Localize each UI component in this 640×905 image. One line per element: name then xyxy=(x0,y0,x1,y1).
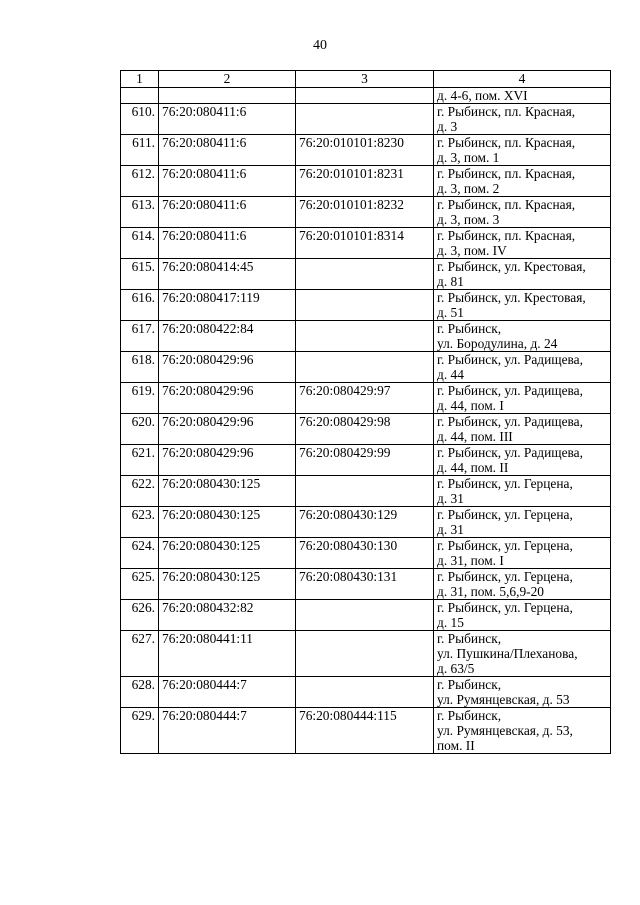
table-row xyxy=(121,290,611,321)
address-line: ул. Пушкина/Плеханова, xyxy=(437,646,578,661)
row-number-cell: 622. xyxy=(121,476,159,507)
object-cadastral-number-cell: 76:20:010101:8314 xyxy=(296,228,434,259)
object-cadastral-number-cell xyxy=(296,104,434,135)
address-line: г. Рыбинск, ул. Герцена, xyxy=(437,476,573,491)
address-cell xyxy=(434,383,611,414)
address-line: г. Рыбинск, пл. Красная, xyxy=(437,135,576,150)
address-line: г. Рыбинск, xyxy=(437,321,502,336)
address-line: д. 31, пом. 5,6,9-20 xyxy=(437,584,545,599)
address-cell xyxy=(434,228,611,259)
address-line: г. Рыбинск, пл. Красная, xyxy=(437,197,576,212)
address-cell xyxy=(434,88,611,104)
land-cadastral-number-cell: 76:20:080411:6 xyxy=(159,104,296,135)
row-number-cell: 625. xyxy=(121,569,159,600)
address-cell xyxy=(434,197,611,228)
address-line: ул. Румянцевская, д. 53 xyxy=(437,692,570,707)
object-cadastral-number-cell xyxy=(296,476,434,507)
table-row xyxy=(121,507,611,538)
row-number-cell: 611. xyxy=(121,135,159,166)
address-line: д. 3 xyxy=(437,119,458,134)
column-header-4: 4 xyxy=(434,71,611,88)
table-row xyxy=(121,228,611,259)
address-cell xyxy=(434,708,611,754)
land-cadastral-number-cell: 76:20:080429:96 xyxy=(159,352,296,383)
land-cadastral-number-cell: 76:20:080414:45 xyxy=(159,259,296,290)
column-header-2: 2 xyxy=(159,71,296,88)
address-cell xyxy=(434,631,611,677)
object-cadastral-number-cell xyxy=(296,600,434,631)
object-cadastral-number-cell xyxy=(296,88,434,104)
land-cadastral-number-cell: 76:20:080430:125 xyxy=(159,507,296,538)
table-row xyxy=(121,104,611,135)
table-row xyxy=(121,569,611,600)
address-line: д. 31 xyxy=(437,491,464,506)
row-number-cell: 619. xyxy=(121,383,159,414)
registry-table xyxy=(120,70,611,754)
address-line: г. Рыбинск, пл. Красная, xyxy=(437,104,576,119)
address-line: г. Рыбинск, ул. Крестовая, xyxy=(437,290,586,305)
table-row xyxy=(121,197,611,228)
address-cell xyxy=(434,259,611,290)
land-cadastral-number-cell: 76:20:080422:84 xyxy=(159,321,296,352)
address-line: д. 44 xyxy=(437,367,464,382)
table-row xyxy=(121,383,611,414)
address-cell xyxy=(434,569,611,600)
address-line: д. 51 xyxy=(437,305,464,320)
land-cadastral-number-cell: 76:20:080430:125 xyxy=(159,538,296,569)
table-row xyxy=(121,259,611,290)
address-line: д. 3, пом. 2 xyxy=(437,181,500,196)
table-row xyxy=(121,538,611,569)
page-number: 40 xyxy=(313,38,327,53)
address-cell xyxy=(434,414,611,445)
row-number-cell: 613. xyxy=(121,197,159,228)
address-line: ул. Румянцевская, д. 53, xyxy=(437,723,573,738)
table-row xyxy=(121,166,611,197)
address-cell xyxy=(434,166,611,197)
land-cadastral-number-cell: 76:20:080429:96 xyxy=(159,445,296,476)
table-row xyxy=(121,414,611,445)
address-line: д. 4-6, пом. XVI xyxy=(437,88,528,103)
address-cell xyxy=(434,135,611,166)
object-cadastral-number-cell: 76:20:080430:130 xyxy=(296,538,434,569)
address-cell xyxy=(434,538,611,569)
address-line: д. 3, пом. 3 xyxy=(437,212,500,227)
object-cadastral-number-cell xyxy=(296,631,434,677)
address-cell xyxy=(434,352,611,383)
address-line: г. Рыбинск, ул. Радищева, xyxy=(437,445,583,460)
table-header-row xyxy=(121,71,611,88)
table-row xyxy=(121,445,611,476)
address-line: г. Рыбинск, ул. Герцена, xyxy=(437,507,573,522)
address-line: г. Рыбинск, ул. Герцена, xyxy=(437,538,573,553)
address-line: пом. II xyxy=(437,738,475,753)
land-cadastral-number-cell: 76:20:080411:6 xyxy=(159,135,296,166)
row-number-cell: 615. xyxy=(121,259,159,290)
address-line: ул. Бородулина, д. 24 xyxy=(437,336,558,351)
object-cadastral-number-cell xyxy=(296,352,434,383)
object-cadastral-number-cell: 76:20:080430:131 xyxy=(296,569,434,600)
row-number-cell: 618. xyxy=(121,352,159,383)
row-number-cell: 629. xyxy=(121,708,159,754)
address-cell xyxy=(434,290,611,321)
object-cadastral-number-cell: 76:20:080429:99 xyxy=(296,445,434,476)
address-line: д. 31 xyxy=(437,522,464,537)
address-line: д. 3, пом. IV xyxy=(437,243,507,258)
land-cadastral-number-cell xyxy=(159,88,296,104)
row-number-cell: 627. xyxy=(121,631,159,677)
object-cadastral-number-cell xyxy=(296,259,434,290)
table-row xyxy=(121,677,611,708)
address-line: д. 31, пом. I xyxy=(437,553,504,568)
land-cadastral-number-cell: 76:20:080417:119 xyxy=(159,290,296,321)
address-cell xyxy=(434,476,611,507)
table-row xyxy=(121,600,611,631)
address-cell xyxy=(434,600,611,631)
object-cadastral-number-cell xyxy=(296,290,434,321)
row-number-cell: 621. xyxy=(121,445,159,476)
table-row xyxy=(121,631,611,677)
object-cadastral-number-cell: 76:20:010101:8231 xyxy=(296,166,434,197)
row-number-cell: 616. xyxy=(121,290,159,321)
table-row xyxy=(121,135,611,166)
table-row xyxy=(121,352,611,383)
address-line: д. 44, пом. I xyxy=(437,398,504,413)
address-cell xyxy=(434,507,611,538)
land-cadastral-number-cell: 76:20:080429:96 xyxy=(159,414,296,445)
table-row xyxy=(121,321,611,352)
address-line: г. Рыбинск, ул. Радищева, xyxy=(437,414,583,429)
address-line: г. Рыбинск, пл. Красная, xyxy=(437,166,576,181)
row-number-cell: 610. xyxy=(121,104,159,135)
table-row xyxy=(121,88,611,104)
row-number-cell: 624. xyxy=(121,538,159,569)
column-header-3: 3 xyxy=(296,71,434,88)
address-line: г. Рыбинск, ул. Крестовая, xyxy=(437,259,586,274)
address-cell xyxy=(434,321,611,352)
address-line: г. Рыбинск, xyxy=(437,708,502,723)
object-cadastral-number-cell: 76:20:080429:98 xyxy=(296,414,434,445)
land-cadastral-number-cell: 76:20:080411:6 xyxy=(159,197,296,228)
row-number-cell: 612. xyxy=(121,166,159,197)
address-cell xyxy=(434,677,611,708)
row-number-cell: 614. xyxy=(121,228,159,259)
table-row xyxy=(121,476,611,507)
address-cell xyxy=(434,104,611,135)
object-cadastral-number-cell: 76:20:080430:129 xyxy=(296,507,434,538)
land-cadastral-number-cell: 76:20:080411:6 xyxy=(159,166,296,197)
object-cadastral-number-cell xyxy=(296,677,434,708)
address-line: г. Рыбинск, ул. Герцена, xyxy=(437,600,573,615)
land-cadastral-number-cell: 76:20:080411:6 xyxy=(159,228,296,259)
address-line: г. Рыбинск, ул. Герцена, xyxy=(437,569,573,584)
table-body xyxy=(121,88,611,754)
land-cadastral-number-cell: 76:20:080430:125 xyxy=(159,569,296,600)
table-row xyxy=(121,708,611,754)
address-line: д. 15 xyxy=(437,615,464,630)
address-line: г. Рыбинск, xyxy=(437,677,502,692)
row-number-cell xyxy=(121,88,159,104)
object-cadastral-number-cell xyxy=(296,321,434,352)
address-line: д. 44, пом. III xyxy=(437,429,513,444)
object-cadastral-number-cell: 76:20:080444:115 xyxy=(296,708,434,754)
row-number-cell: 620. xyxy=(121,414,159,445)
row-number-cell: 626. xyxy=(121,600,159,631)
address-line: г. Рыбинск, ул. Радищева, xyxy=(437,352,583,367)
land-cadastral-number-cell: 76:20:080429:96 xyxy=(159,383,296,414)
address-line: д. 63/5 xyxy=(437,661,475,676)
address-cell xyxy=(434,445,611,476)
land-cadastral-number-cell: 76:20:080430:125 xyxy=(159,476,296,507)
address-line: г. Рыбинск, xyxy=(437,631,502,646)
column-header-1: 1 xyxy=(121,71,159,88)
address-line: д. 81 xyxy=(437,274,464,289)
address-line: д. 3, пом. 1 xyxy=(437,150,500,165)
address-line: д. 44, пом. II xyxy=(437,460,509,475)
land-cadastral-number-cell: 76:20:080441:11 xyxy=(159,631,296,677)
object-cadastral-number-cell: 76:20:010101:8232 xyxy=(296,197,434,228)
address-line: г. Рыбинск, пл. Красная, xyxy=(437,228,576,243)
row-number-cell: 617. xyxy=(121,321,159,352)
address-line: г. Рыбинск, ул. Радищева, xyxy=(437,383,583,398)
row-number-cell: 623. xyxy=(121,507,159,538)
land-cadastral-number-cell: 76:20:080432:82 xyxy=(159,600,296,631)
land-cadastral-number-cell: 76:20:080444:7 xyxy=(159,708,296,754)
land-cadastral-number-cell: 76:20:080444:7 xyxy=(159,677,296,708)
object-cadastral-number-cell: 76:20:010101:8230 xyxy=(296,135,434,166)
object-cadastral-number-cell: 76:20:080429:97 xyxy=(296,383,434,414)
row-number-cell: 628. xyxy=(121,677,159,708)
